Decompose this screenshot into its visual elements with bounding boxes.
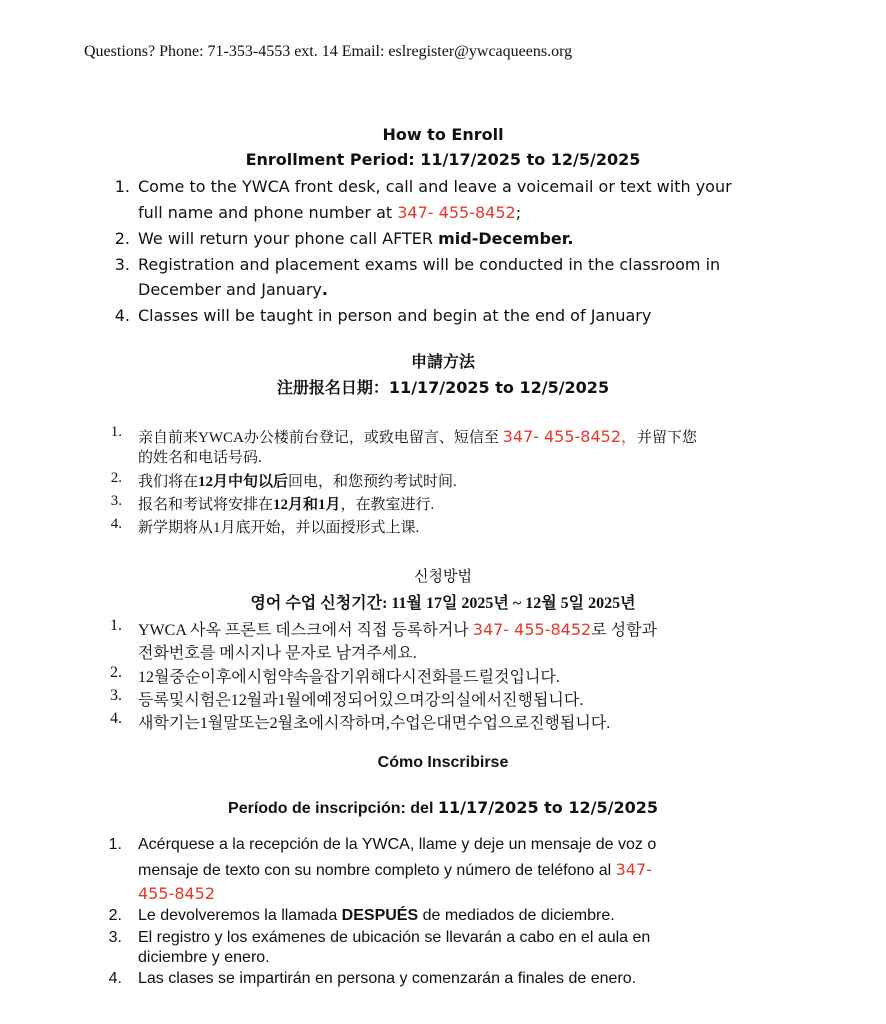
korean-period: 영어 수업 신청기간: 11월 17일 2025년 ~ 12월 5일 2025년 — [250, 595, 636, 612]
list-item-continuation: December and January. — [138, 280, 328, 299]
list-item: We will return your phone call AFTER mid-December. — [138, 229, 574, 248]
list-number: 4. — [110, 710, 122, 727]
list-number: 4. — [114, 306, 130, 325]
list-number: 3. — [110, 493, 122, 509]
phone-number: 347- 455-8452 — [472, 620, 592, 639]
list-number: 2. — [108, 907, 122, 924]
list-number: 2. — [110, 664, 122, 681]
phone-number-continuation: 455-8452 — [138, 884, 216, 903]
korean-title: 신청방법 — [414, 569, 472, 585]
list-item-continuation: full name and phone number at 347- 455-8452; — [138, 203, 522, 222]
list-item: Le devolveremos la llamada DESPUÉS de mediados de diciembre. — [138, 907, 615, 924]
list-item: Come to the YWCA front desk, call and leave a voicemail or text with your — [138, 177, 732, 196]
list-number: 1. — [110, 617, 122, 634]
chinese-title: 申請方法 — [410, 352, 475, 371]
english-title: How to Enroll — [382, 125, 504, 144]
list-item: Classes will be taught in person and begin at the end of January — [138, 306, 652, 325]
list-item: 报名和考试将安排在12月和1月，在教室进行. — [138, 497, 435, 513]
list-item: YWCA 사옥 프론트 데스크에서 직접 등록하거나 347- 455-8452로 성함과 — [138, 620, 658, 639]
list-item-continuation: mensaje de texto con su nombre completo y número de teléfono al 347- — [138, 860, 652, 879]
list-item-continuation: diciembre y enero. — [138, 949, 270, 966]
list-number: 1. — [108, 836, 122, 853]
english-period: Enrollment Period: 11/17/2025 to 12/5/2025 — [245, 150, 641, 169]
phone-number: 347- 455-8452， — [502, 427, 638, 446]
list-number: 3. — [108, 929, 122, 946]
phone-number: 347- 455-8452 — [397, 203, 516, 222]
list-number: 4. — [110, 516, 122, 532]
list-number: 1. — [110, 424, 122, 440]
list-item: Registration and placement exams will be conducted in the classroom in — [138, 255, 721, 274]
list-item-continuation: 전화번호를 메시지나 문자로 남겨주세요. — [138, 645, 417, 662]
list-number: 1. — [114, 177, 130, 196]
list-item: 등록및시험은12월과1월에예정되어있으며강의실에서진행됩니다. — [138, 692, 584, 709]
list-item: Acérquese a la recepción de la YWCA, llame y deje un mensaje de voz o — [138, 836, 657, 853]
list-item: 新学期将从1月底开始，并以面授形式上课. — [138, 520, 420, 536]
list-item: 새학기는1월말또는2월초에시작하며,수업은대면수업으로진행됩니다. — [138, 715, 611, 732]
list-item: 我们将在12月中旬以后回电，和您预约考试时间. — [138, 474, 457, 490]
list-number: 4. — [108, 970, 122, 987]
list-item: El registro y los exámenes de ubicación se llevarán a cabo en el aula en — [138, 929, 651, 946]
list-item-continuation: 的姓名和电话号码. — [138, 450, 262, 466]
contact-line: Questions? Phone: 71-353-4553 ext. 14 Email: eslregister@ywcaqueens.org — [84, 43, 573, 60]
chinese-period: 注册报名日期：11/17/2025 to 12/5/2025 — [276, 378, 610, 397]
list-item: 亲自前来YWCA办公楼前台登记，或致电留言、短信至 347- 455-8452，并留下您 — [138, 427, 698, 446]
list-number: 2. — [110, 470, 122, 486]
list-item: Las clases se impartirán en persona y comenzarán a finales de enero. — [138, 970, 637, 987]
list-number: 3. — [114, 255, 130, 274]
spanish-period: Período de inscripción: del 11/17/2025 to 12/5/2025 — [228, 798, 658, 817]
list-number: 3. — [110, 687, 122, 704]
spanish-title: Cómo Inscribirse — [377, 754, 509, 771]
phone-number: 347- — [615, 860, 652, 879]
list-number: 2. — [114, 229, 130, 248]
list-item: 12월중순이후에시험약속을잡기위해다시전화를드릴것입니다. — [138, 669, 560, 686]
